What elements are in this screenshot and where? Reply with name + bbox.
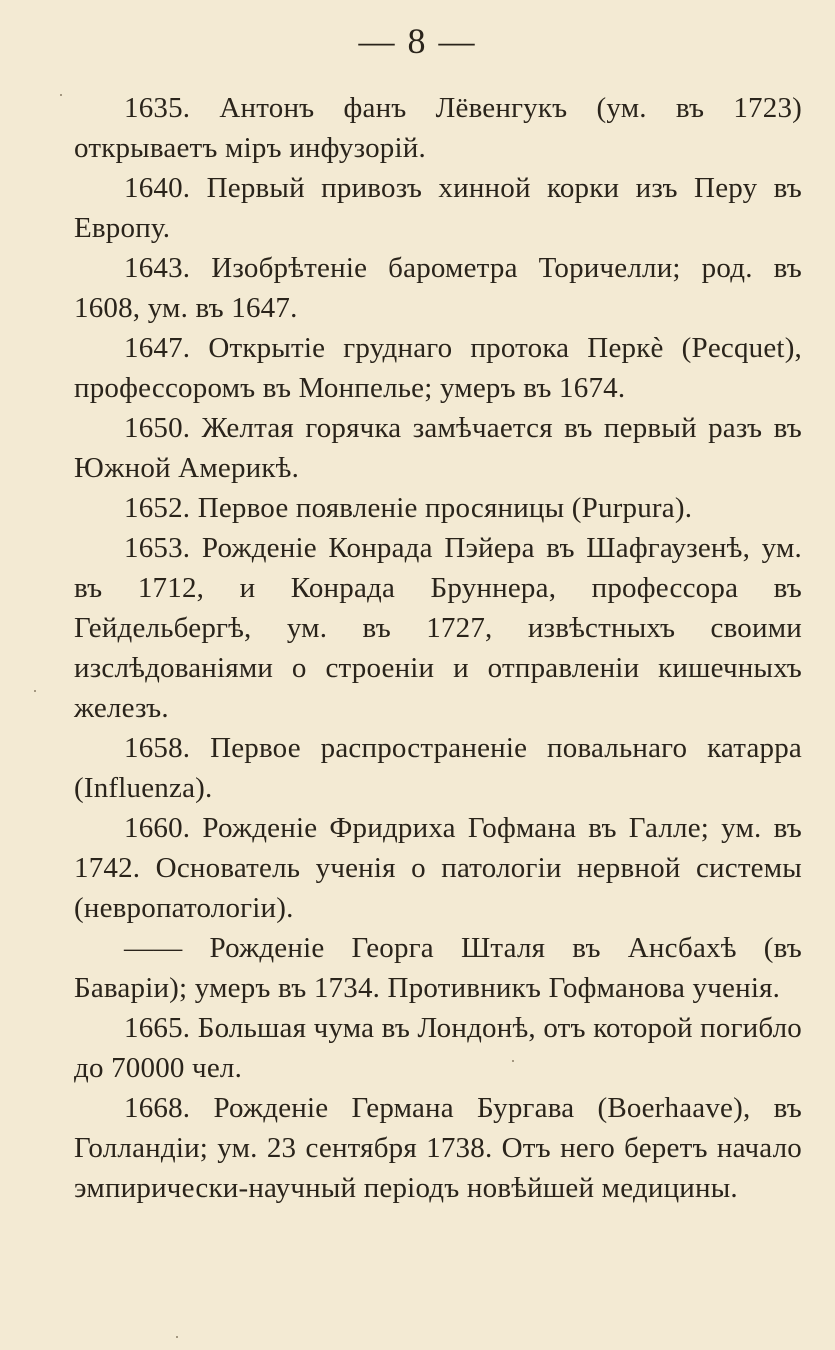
chronology-text <box>74 88 802 1208</box>
entry-1668 <box>74 1088 802 1208</box>
entry-1665 <box>74 1008 802 1088</box>
entry-1653 <box>74 528 802 728</box>
entry-1640 <box>74 168 802 248</box>
entry-year: 1658. <box>124 732 191 764</box>
entry-text: Изобрѣтеніе барометра Торичелли; род. въ 1608, ум. въ 1647. <box>74 252 802 324</box>
entry-1635 <box>74 88 802 168</box>
entry-1647 <box>74 328 802 408</box>
paper-speck <box>60 94 62 96</box>
entry-text: Большая чума въ Лондонѣ, отъ которой погибло до 70000 чел. <box>74 1012 802 1084</box>
entry-text: Рожденіе Фридриха Гофмана въ Галле; ум. въ 1742. Основатель ученія о патологіи нервной системы (невропатологіи). <box>74 812 802 924</box>
entry-text: Первое распространеніе повальнаго катарра (Influenza). <box>74 732 803 804</box>
entry-text: Желтая горячка замѣчается въ первый разъ въ Южной Америкѣ. <box>74 412 802 484</box>
entry-1660-stahl <box>74 928 802 1008</box>
entry-year: 1647. <box>124 332 191 364</box>
entry-year: 1650. <box>124 412 191 444</box>
entry-1660 <box>74 808 802 928</box>
entry-year: 1668. <box>124 1092 191 1124</box>
entry-year: 1665. <box>124 1012 191 1044</box>
entry-year: 1640. <box>124 172 191 204</box>
entry-text: Антонъ фанъ Лёвенгукъ (ум. въ 1723) открываетъ міръ инфузорій. <box>74 92 802 164</box>
entry-text: Рожденіе Конрада Пэйера въ Шафгаузенѣ, ум. въ 1712, и Конрада Бруннера, профессора въ Гейдельбергѣ, ум. въ 1727, извѣстныхъ своими изслѣдованіями о строеніи и отправленіи кишечныхъ железъ. <box>74 532 802 724</box>
entry-text: Открытіе груднаго протока Перкè (Pecquet), профессоромъ въ Монпелье; умеръ въ 1674. <box>74 332 802 404</box>
entry-1643 <box>74 248 802 328</box>
page-number: — 8 — <box>358 21 477 61</box>
entry-year: 1653. <box>124 532 191 564</box>
paper-speck <box>512 1060 514 1062</box>
paper-speck <box>34 690 36 692</box>
entry-text: Рожденіе Германа Бургава (Boerhaave), въ Голландіи; ум. 23 сентября 1738. Отъ него беретъ начало эмпирически-научный періодъ новѣйшей медицины. <box>74 1092 802 1204</box>
entry-text: Первый привозъ хинной корки изъ Перу въ Европу. <box>74 172 802 244</box>
entry-year: 1635. <box>124 92 191 124</box>
entry-text: Рожденіе Георга Шталя въ Ансбахѣ (въ Баваріи); умеръ въ 1734. Противникъ Гофманова ученія. <box>74 932 802 1004</box>
entry-year: 1652. <box>124 492 191 524</box>
entry-year: —— <box>124 932 183 964</box>
entry-year: 1660. <box>124 812 191 844</box>
entry-year: 1643. <box>124 252 191 284</box>
paper-speck <box>176 1336 178 1338</box>
entry-1650 <box>74 408 802 488</box>
entry-1652 <box>74 488 802 528</box>
entry-text: Первое появленіе просяницы (Purpura). <box>197 492 693 524</box>
entry-1658 <box>74 728 802 808</box>
